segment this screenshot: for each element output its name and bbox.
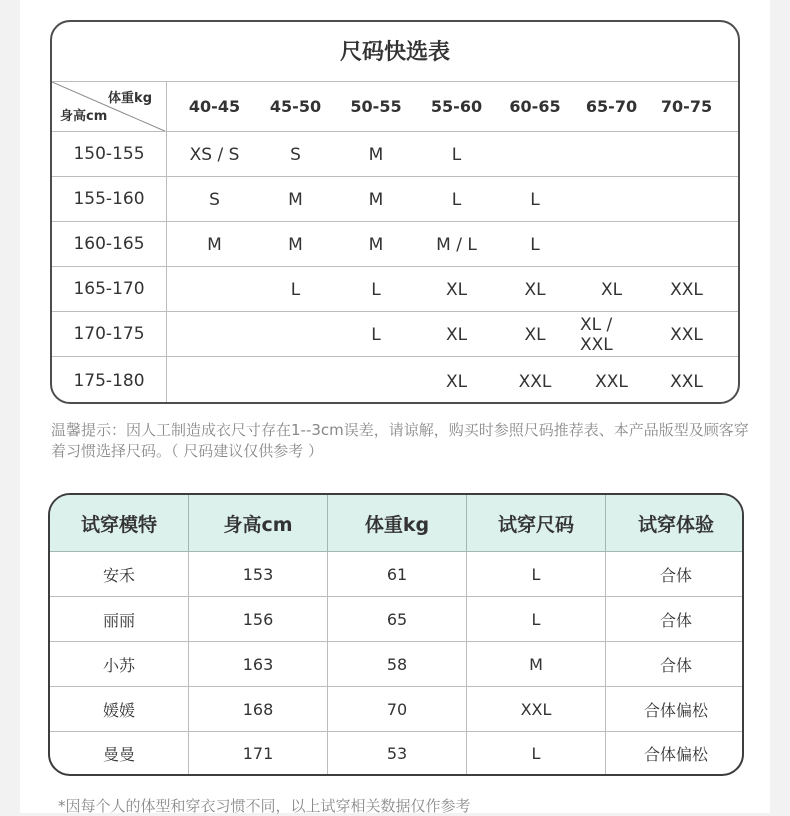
size-cell: M <box>288 190 303 210</box>
fit-row <box>50 597 742 642</box>
size-cell: L <box>371 280 381 300</box>
fit-header-cell: 试穿体验 <box>637 513 714 536</box>
model-size-cell: XXL <box>467 687 606 731</box>
size-cell <box>490 132 580 176</box>
model-weight-cell: 58 <box>328 642 467 686</box>
weight-range-header: 65-70 <box>585 97 638 116</box>
size-cell: XL <box>445 371 468 392</box>
model-name-cell: 丽丽 <box>50 597 189 641</box>
model-height-cell: 153 <box>189 552 328 596</box>
size-cell: L <box>451 145 462 165</box>
weight-range-header: 45-50 <box>269 97 322 116</box>
fit-header-cell: 试穿模特 <box>50 495 189 551</box>
size-cell: XL <box>445 280 468 300</box>
size-cell <box>262 312 329 356</box>
size-cell <box>580 222 643 266</box>
height-range-cell: 170-175 <box>52 312 167 356</box>
model-fit-cell: 合体 <box>659 655 692 675</box>
size-cell <box>580 132 643 176</box>
model-height-cell: 163 <box>189 642 328 686</box>
weight-range-header: 60-65 <box>509 97 561 116</box>
size-cell: XXL <box>670 371 703 392</box>
weight-range-header: 40-45 <box>188 97 241 116</box>
size-cell: XXL <box>670 280 703 300</box>
size-cell: XXL <box>595 371 628 392</box>
size-cell <box>643 177 730 221</box>
weight-range-header: 70-75 <box>660 97 713 116</box>
size-cell: S <box>290 145 301 165</box>
size-row <box>52 177 738 222</box>
height-range-cell: 155-160 <box>52 177 167 221</box>
size-cell: M <box>207 235 222 255</box>
model-fit-cell: 合体 <box>659 610 692 630</box>
model-name-cell: 曼曼 <box>50 732 189 775</box>
size-cell <box>167 357 262 404</box>
size-cell: L <box>530 190 540 210</box>
size-cell <box>580 177 643 221</box>
size-cell: M <box>368 235 384 255</box>
fit-header-cell: 试穿尺码 <box>467 495 606 551</box>
height-range-cell: 160-165 <box>52 222 167 266</box>
model-height-cell: 168 <box>189 687 328 731</box>
fit-row <box>50 732 742 775</box>
size-cell <box>167 312 262 356</box>
model-fit-cell: 合体偏松 <box>643 700 708 720</box>
size-row <box>52 312 738 357</box>
size-cell <box>329 357 423 404</box>
model-size-cell: L <box>467 732 606 775</box>
model-weight-cell: 65 <box>328 597 467 641</box>
weight-range-header: 50-55 <box>350 97 402 116</box>
size-cell <box>167 267 262 311</box>
model-name-cell: 媛媛 <box>50 687 189 731</box>
size-header-row <box>52 82 738 132</box>
model-weight-cell: 61 <box>328 552 467 596</box>
weight-range-header: 55-60 <box>430 97 483 116</box>
height-range-cell: 150-155 <box>52 132 167 176</box>
size-row <box>52 357 738 404</box>
corner-weight-label: 体重kg <box>108 91 152 106</box>
height-range-cell: 175-180 <box>52 357 167 404</box>
corner-cell <box>52 82 167 131</box>
size-quick-select-table <box>50 20 740 404</box>
size-cell: L <box>371 325 381 345</box>
fit-row <box>50 552 742 597</box>
size-cell: M <box>288 235 303 255</box>
size-tip-note: 温馨提示：因人工制造成衣尺寸存在1--3cm误差，请谅解，购买时参照尺码推荐表、本产品版型及顾客穿着习惯选择尺码。（ 尺码建议仅供参考 ） <box>51 421 749 460</box>
size-guide-page <box>20 0 770 813</box>
model-name-cell: 小苏 <box>50 642 189 686</box>
fit-header-cell: 身高cm <box>189 495 328 551</box>
corner-height-label: 身高cm <box>60 109 108 124</box>
model-height-cell: 156 <box>189 597 328 641</box>
size-cell <box>262 357 329 404</box>
model-name-cell: 安禾 <box>50 552 189 596</box>
size-cell <box>643 132 730 176</box>
size-cell: M <box>368 145 384 165</box>
size-cell: XXL <box>670 325 703 345</box>
model-weight-cell: 53 <box>328 732 467 775</box>
model-fit-cell: 合体偏松 <box>643 745 708 764</box>
model-size-cell: L <box>467 552 606 596</box>
model-fit-cell: 合体 <box>659 565 692 585</box>
size-cell: XL / XXL <box>580 315 613 355</box>
model-height-cell: 171 <box>189 732 328 775</box>
fit-disclaimer: *因每个人的体型和穿衣习惯不同，以上试穿相关数据仅作参考 <box>58 797 471 815</box>
model-fit-table <box>48 493 744 776</box>
size-cell: L <box>451 190 462 210</box>
size-cell: XL <box>524 325 546 345</box>
model-size-cell: M <box>467 642 606 686</box>
size-cell: L <box>530 235 540 255</box>
size-chart-title: 尺码快选表 <box>52 22 738 82</box>
fit-row <box>50 642 742 687</box>
size-cell: S <box>209 190 220 210</box>
fit-header-cell: 体重kg <box>328 495 467 551</box>
size-cell: XL <box>524 280 546 300</box>
size-row <box>52 222 738 267</box>
size-cell: XS / S <box>189 145 240 165</box>
height-range-cell: 165-170 <box>52 267 167 311</box>
fit-header-row <box>50 495 742 552</box>
size-row <box>52 267 738 312</box>
model-size-cell: L <box>467 597 606 641</box>
size-cell: L <box>290 280 301 300</box>
size-grid <box>52 82 738 404</box>
model-weight-cell: 70 <box>328 687 467 731</box>
size-cell: XL <box>600 280 623 300</box>
size-row <box>52 132 738 177</box>
size-cell: XL <box>445 325 468 345</box>
fit-row <box>50 687 742 732</box>
size-cell: M / L <box>436 235 477 255</box>
size-cell: M <box>368 190 384 210</box>
size-cell: XXL <box>518 371 552 392</box>
size-cell <box>643 222 730 266</box>
